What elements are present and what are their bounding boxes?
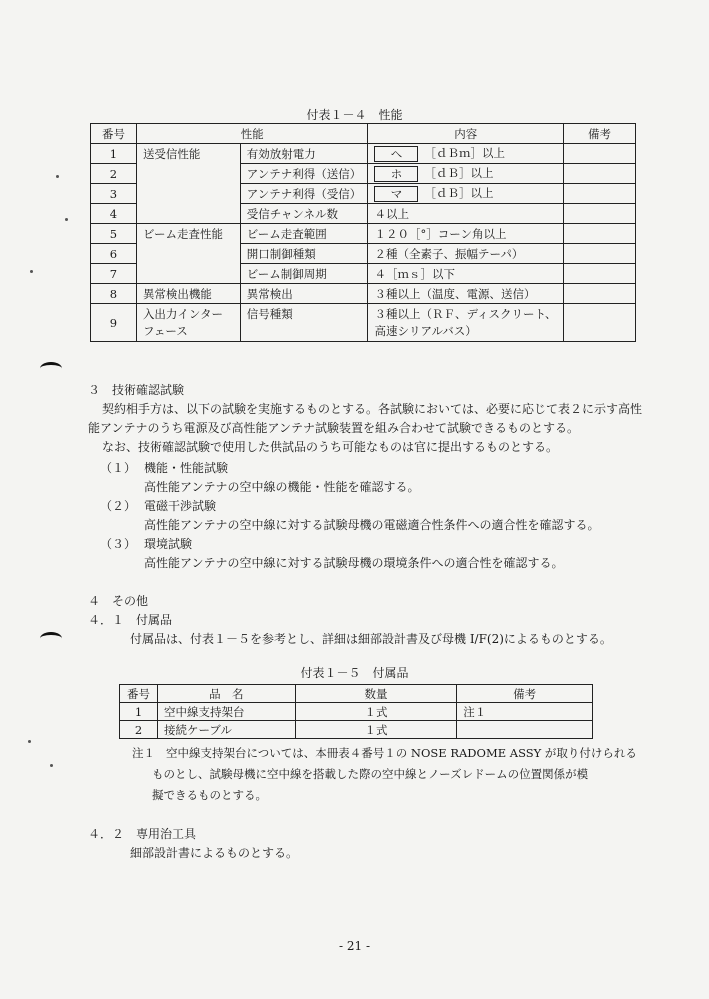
row-content: ３種以上（ＲＦ、ディスクリート、高速シリアルバス） — [368, 304, 564, 342]
row-category: 異常検出機能 — [136, 284, 240, 304]
table-row — [120, 721, 593, 739]
header-no: 番号 — [91, 124, 137, 144]
item-description: 高性能アンテナの空中線に対する試験母機の環境条件への適合性を確認する。 — [144, 556, 564, 570]
table-row — [91, 264, 636, 284]
performance-table — [90, 123, 636, 342]
blank-box: へ — [374, 146, 418, 162]
note-line-3: 擬できるものとする。 — [152, 788, 267, 802]
table-row — [120, 703, 593, 721]
scan-speck — [56, 175, 59, 178]
table-row — [91, 164, 636, 184]
item-number: （３） — [100, 537, 137, 551]
row-no: 9 — [91, 304, 137, 342]
item-title: 環境試験 — [144, 537, 193, 551]
row-no: 8 — [91, 284, 137, 304]
section3-para1b: 能アンテナのうち電源及び高性能アンテナ試験装置を組み合わせて試験できるものとする。 — [88, 421, 580, 435]
table-row — [91, 224, 636, 244]
punch-hole-mark — [40, 632, 62, 645]
item-description: 高性能アンテナの空中線に対する試験母機の電磁適合性条件への適合性を確認する。 — [144, 518, 600, 532]
row-no: 1 — [91, 144, 137, 164]
row-content: ２種（全素子、振幅テーパ） — [368, 244, 564, 264]
header-qty: 数量 — [295, 685, 457, 703]
row-item: 開口制御種類 — [240, 244, 368, 264]
row-content: ４以上 — [368, 204, 564, 224]
row-category: ビーム走査性能 — [136, 224, 240, 244]
table-header-row — [120, 685, 593, 703]
item-number: （１） — [100, 461, 137, 475]
row-qty: １式 — [295, 721, 457, 739]
row-item: アンテナ利得（受信） — [240, 184, 368, 204]
item-title: 電磁干渉試験 — [144, 499, 217, 513]
header-perf: 性能 — [136, 124, 368, 144]
table-row — [91, 204, 636, 224]
row-content: １２０［°］コーン角以上 — [368, 224, 564, 244]
row-content: ４［ｍｓ］以下 — [368, 264, 564, 284]
item-title: 機能・性能試験 — [144, 461, 229, 475]
table-row — [91, 304, 636, 342]
note-line-1: 空中線支持架台については、本冊表４番号１の NOSE RADOME ASSY が取り付けられる — [166, 746, 637, 760]
row-no: 4 — [91, 204, 137, 224]
row-no: 3 — [91, 184, 137, 204]
section4-1-heading: ４．１ 付属品 — [88, 613, 173, 627]
row-item: 受信チャンネル数 — [240, 204, 368, 224]
note-label: 注１ — [132, 746, 155, 760]
row-no: 5 — [91, 224, 137, 244]
row-content: ［ｄＢ］以上 — [424, 186, 494, 200]
section3-para2: なお、技術確認試験で使用した供試品のうち可能なものは官に提出するものとする。 — [102, 440, 559, 454]
header-remarks: 備考 — [564, 124, 636, 144]
blank-box: ホ — [374, 166, 418, 182]
table1-title: 付表１－４ 性能 — [306, 108, 403, 122]
section4-2-heading: ４．２ 専用治工具 — [88, 827, 197, 841]
row-item: 信号種類 — [240, 304, 368, 342]
blank-box: マ — [374, 186, 418, 202]
row-item: 異常検出 — [240, 284, 368, 304]
scan-speck — [28, 740, 31, 743]
header-no: 番号 — [120, 685, 158, 703]
row-no: 6 — [91, 244, 137, 264]
row-content: ［ｄＢｍ］以上 — [424, 146, 505, 160]
row-category: 送受信性能 — [136, 144, 240, 164]
row-no: 2 — [120, 721, 158, 739]
section4-2-text: 細部設計書によるものとする。 — [130, 846, 299, 860]
scan-speck — [50, 764, 53, 767]
section4-1-text: 付属品は、付表１－５を参考とし、詳細は細部設計書及び母機 I/F(2)によるものとする。 — [130, 632, 612, 646]
row-item: ビーム走査範囲 — [240, 224, 368, 244]
row-name: 空中線支持架台 — [157, 703, 295, 721]
item-description: 高性能アンテナの空中線の機能・性能を確認する。 — [144, 480, 420, 494]
row-qty: １式 — [295, 703, 457, 721]
row-remarks: 注１ — [457, 703, 593, 721]
page-number: - 21 - — [338, 939, 370, 953]
table-row — [91, 284, 636, 304]
section3-para1a: 契約相手方は、以下の試験を実施するものとする。各試験においては、必要に応じて表２に示す高性 — [102, 402, 643, 416]
table2-title: 付表１－５ 付属品 — [300, 666, 409, 680]
table-row — [91, 244, 636, 264]
section3-heading: ３ 技術確認試験 — [88, 383, 185, 397]
table-header-row — [91, 124, 636, 144]
row-content: ［ｄＢ］以上 — [424, 166, 494, 180]
row-item: 有効放射電力 — [240, 144, 368, 164]
punch-hole-mark — [40, 362, 62, 375]
row-item: アンテナ利得（送信） — [240, 164, 368, 184]
row-item: ビーム制御周期 — [240, 264, 368, 284]
table-row — [91, 184, 636, 204]
section4-heading: ４ その他 — [88, 594, 149, 608]
row-content: ３種以上（温度、電源、送信） — [368, 284, 564, 304]
header-remarks: 備考 — [457, 685, 593, 703]
row-no: 2 — [91, 164, 137, 184]
header-name: 品 名 — [157, 685, 295, 703]
item-number: （２） — [100, 499, 137, 513]
row-category: 入出力インターフェース — [136, 304, 240, 342]
row-no: 1 — [120, 703, 158, 721]
scan-speck — [65, 218, 68, 221]
note-line-2: ものとし、試験母機に空中線を搭載した際の空中線とノーズレドームの位置関係が模 — [152, 767, 589, 781]
header-content: 内容 — [368, 124, 564, 144]
row-no: 7 — [91, 264, 137, 284]
row-name: 接続ケーブル — [157, 721, 295, 739]
table-row — [91, 144, 636, 164]
scan-speck — [30, 270, 33, 273]
accessories-table — [119, 684, 593, 739]
row-remarks — [457, 721, 593, 739]
